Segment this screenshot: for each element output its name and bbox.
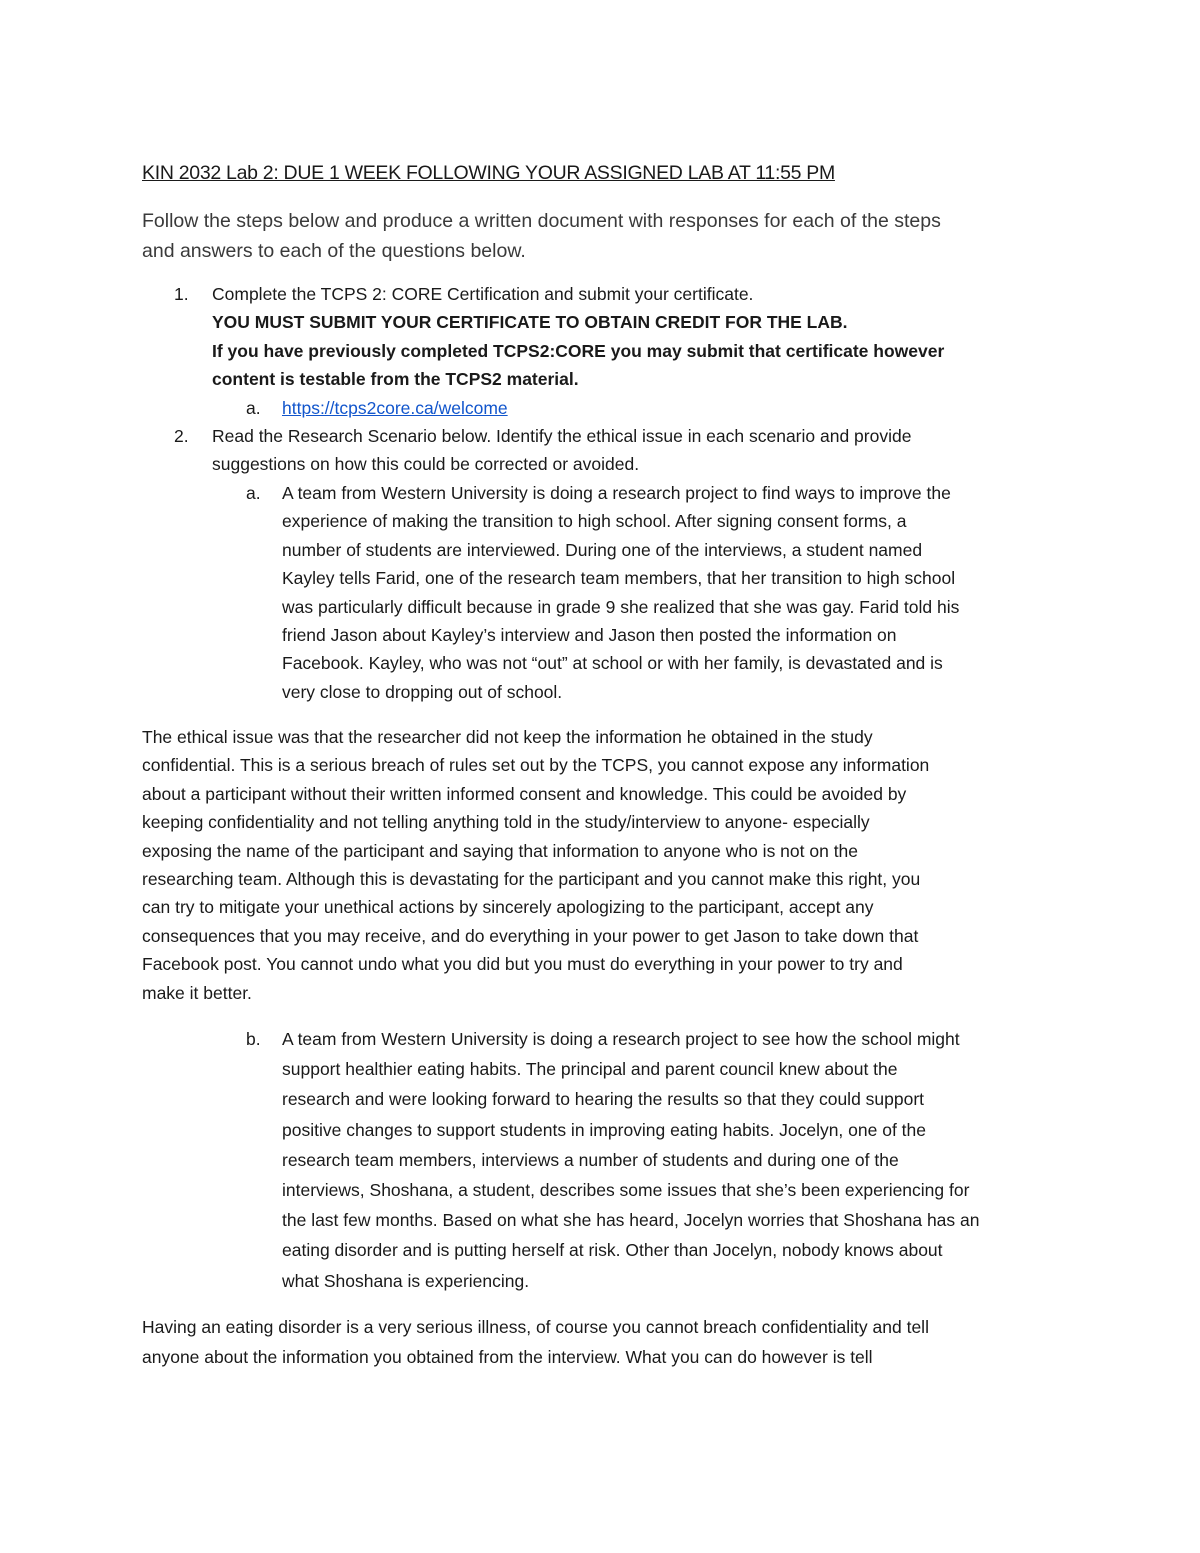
scenario-text xyxy=(282,1024,980,1296)
scenario-line: was particularly difficult because in grade 9 she realized that she was gay. Farid told his xyxy=(282,596,960,617)
sub-letter: a. xyxy=(246,398,261,418)
scenario-line: friend Jason about Kayley’s interview and Jason then posted the information on xyxy=(282,625,897,646)
answer-line: researching team. Although this is devastating for the participant and you cannot make this right, you xyxy=(142,869,921,890)
answer-a-paragraph xyxy=(142,723,1062,1007)
scenario-line: what Shoshana is experiencing. xyxy=(282,1270,530,1291)
answer-line: about a participant without their written informed consent and knowledge. This could be avoided by xyxy=(142,783,907,804)
tcps2core-link[interactable]: https://tcps2core.ca/welcome xyxy=(282,398,508,418)
answer-line: keeping confidentiality and not telling anything told in the study/interview to anyone- especially xyxy=(142,812,870,833)
intro-line: Follow the steps below and produce a written document with responses for each of the steps xyxy=(142,210,941,232)
step-text xyxy=(212,422,1042,479)
scenario-line: Kayley tells Farid, one of the research team members, that her transition to high school xyxy=(282,568,956,589)
scenario-text xyxy=(282,479,959,706)
scenario-line: A team from Western University is doing a research project to find ways to improve the xyxy=(282,483,951,503)
scenario-line: very close to dropping out of school. xyxy=(282,681,563,702)
scenario-line: A team from Western University is doing a research project to see how the school might xyxy=(282,1029,960,1049)
scenario-line: positive changes to support students in improving eating habits. Jocelyn, one of the xyxy=(282,1119,927,1140)
scenario-line: interviews, Shoshana, a student, describes some issues that she’s been experiencing for xyxy=(282,1180,970,1201)
scenario-line: number of students are interviewed. During one of the interviews, a student named xyxy=(282,539,923,560)
step-bold-line: content is testable from the TCPS2 material. xyxy=(212,369,579,390)
intro-paragraph xyxy=(142,206,1062,266)
sub-letter: a. xyxy=(246,483,261,503)
step-bold-line: If you have previously completed TCPS2:CORE you may submit that certificate however xyxy=(212,340,945,361)
sub-letter: b. xyxy=(246,1029,261,1049)
step-line: Read the Research Scenario below. Identify the ethical issue in each scenario and provide xyxy=(212,426,912,446)
answer-line: can try to mitigate your unethical actions by sincerely apologizing to the participant, accept any xyxy=(142,897,874,918)
answer-line: make it better. xyxy=(142,982,252,1003)
step-line: suggestions on how this could be corrected or avoided. xyxy=(212,454,640,475)
step-line: Complete the TCPS 2: CORE Certification and submit your certificate. xyxy=(212,284,754,304)
step-number: 1. xyxy=(174,284,189,304)
step-number: 2. xyxy=(174,426,189,446)
intro-line: and answers to each of the questions below. xyxy=(142,240,526,262)
step-bold-line: YOU MUST SUBMIT YOUR CERTIFICATE TO OBTAIN CREDIT FOR THE LAB. xyxy=(212,312,848,333)
answer-line: anyone about the information you obtained from the interview. What you can do however is tell xyxy=(142,1347,873,1368)
step-text xyxy=(212,280,1042,394)
answer-line: Having an eating disorder is a very serious illness, of course you cannot breach confidentiality and tell xyxy=(142,1317,929,1337)
scenario-line: the last few months. Based on what she has heard, Jocelyn worries that Shoshana has an xyxy=(282,1210,980,1231)
scenario-line: eating disorder and is putting herself at risk. Other than Jocelyn, nobody knows about xyxy=(282,1240,943,1261)
answer-line: exposing the name of the participant and saying that information to anyone who is not on the xyxy=(142,840,859,861)
answer-line: Facebook post. You cannot undo what you did but you must do everything in your power to try and xyxy=(142,954,903,975)
answer-line: confidential. This is a serious breach of rules set out by the TCPS, you cannot expose any information xyxy=(142,755,930,776)
scenario-line: support healthier eating habits. The principal and parent council knew about the xyxy=(282,1059,898,1080)
scenario-line: research and were looking forward to hearing the results so that they could support xyxy=(282,1089,925,1110)
scenario-line: research team members, interviews a number of students and during one of the xyxy=(282,1149,899,1170)
document-title: KIN 2032 Lab 2: DUE 1 WEEK FOLLOWING YOUR ASSIGNED LAB AT 11:55 PM xyxy=(142,162,835,184)
answer-line: consequences that you may receive, and do everything in your power to get Jason to take down that xyxy=(142,925,919,946)
scenario-line: experience of making the transition to high school. After signing consent forms, a xyxy=(282,511,907,532)
answer-b-paragraph xyxy=(142,1312,1062,1372)
answer-line: The ethical issue was that the researcher did not keep the information he obtained in the study xyxy=(142,727,873,747)
scenario-line: Facebook. Kayley, who was not “out” at school or with her family, is devastated and is xyxy=(282,653,943,674)
